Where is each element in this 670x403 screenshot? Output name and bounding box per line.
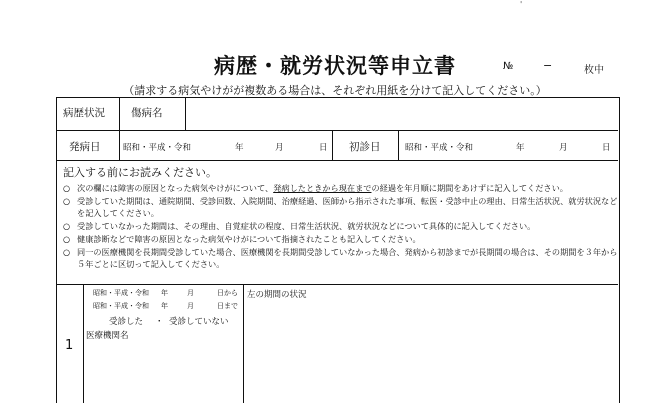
not-visited-option[interactable]: 受診していない [169, 317, 229, 327]
instruction-item: ○ 次の欄には障害の原因となった病気やけがについて、発病したときから現在までの経過を年月順に期間をあけずに記入してください。 [63, 183, 568, 193]
onset-month-unit: 月 [275, 143, 284, 153]
bullet-circle-icon: ○ [63, 196, 71, 206]
form-title: 病歴・就労状況等申立書 [214, 53, 456, 78]
first-visit-month-unit: 月 [559, 143, 568, 153]
divider [332, 130, 333, 160]
form-table [56, 97, 620, 403]
period-from-month-unit: 月 [187, 289, 194, 297]
divider [57, 284, 618, 285]
instruction-item: ○ 健康診断などで障害の原因となった病気やけがについて指摘されたことも記入してください。 [63, 234, 421, 244]
onset-era-options[interactable]: 昭和・平成・令和 [123, 143, 192, 153]
institution-name-label: 医療機関名 [86, 331, 129, 341]
visited-option[interactable]: 受診した [109, 317, 144, 327]
first-visit-day-unit: 日 [602, 143, 611, 153]
disease-name-label: 傷病名 [131, 107, 163, 119]
period-from-day-unit: 日から [217, 289, 238, 297]
option-separator: ・ [155, 317, 164, 327]
bullet-circle-icon: ○ [63, 247, 71, 257]
instruction-note: （請求する病気やけがが複数ある場合は、それぞれ用紙を分けて記入してください。） [123, 84, 547, 97]
divider [57, 160, 618, 161]
medical-history-label: 病歴状況 [63, 107, 105, 119]
period-to-day-unit: 日まで [217, 302, 238, 310]
instruction-item: ○ 受診していた期間は、通院期間、受診回数、入院期間、治療経過、医師から指示された事項、転医・受診中止の理由、日常生活状況、就労状況などを記入してください。 [63, 196, 618, 218]
onset-day-unit: 日 [319, 143, 328, 153]
stray-mark: ' [520, 0, 523, 9]
period-to-month-unit: 月 [187, 302, 194, 310]
number-dash: − [543, 59, 553, 72]
entry-number: 1 [65, 338, 74, 353]
period-from-era[interactable]: 昭和・平成・令和 [93, 289, 149, 297]
divider [185, 98, 186, 130]
instructions-block [63, 164, 619, 271]
divider [119, 130, 120, 160]
divider [243, 284, 244, 403]
divider [398, 130, 399, 160]
divider [83, 284, 84, 403]
period-status-label: 左の期間の状況 [247, 290, 307, 300]
instruction-item: ○ 同一の医療機関を長期間受診していた場合、医療機関を長期間受診していなかった場合、発病から初診までが長期間の場合は、その期間を３年から５年ごとに区切って記入してください。 [63, 247, 618, 269]
bullet-circle-icon: ○ [63, 221, 71, 231]
divider [57, 130, 618, 131]
first-visit-era-options[interactable]: 昭和・平成・令和 [405, 143, 474, 153]
divider [119, 98, 120, 130]
page-count-label: 枚中 [584, 65, 604, 76]
bullet-circle-icon: ○ [63, 234, 71, 244]
period-to-year-unit: 年 [161, 302, 168, 310]
period-from-year-unit: 年 [161, 289, 168, 297]
bullet-circle-icon: ○ [63, 183, 71, 193]
first-visit-label: 初診日 [349, 141, 381, 153]
instruction-item: ○ 受診していなかった期間は、その理由、自覚症状の程度、日常生活状況、就労状況などについて具体的に記入してください。 [63, 221, 536, 231]
period-to-era[interactable]: 昭和・平成・令和 [93, 302, 149, 310]
onset-date-label: 発病日 [69, 141, 101, 153]
instructions-heading: 記入する前にお読みください。 [63, 166, 217, 179]
first-visit-year-unit: 年 [516, 143, 525, 153]
number-label: № [503, 61, 514, 72]
onset-year-unit: 年 [235, 143, 244, 153]
